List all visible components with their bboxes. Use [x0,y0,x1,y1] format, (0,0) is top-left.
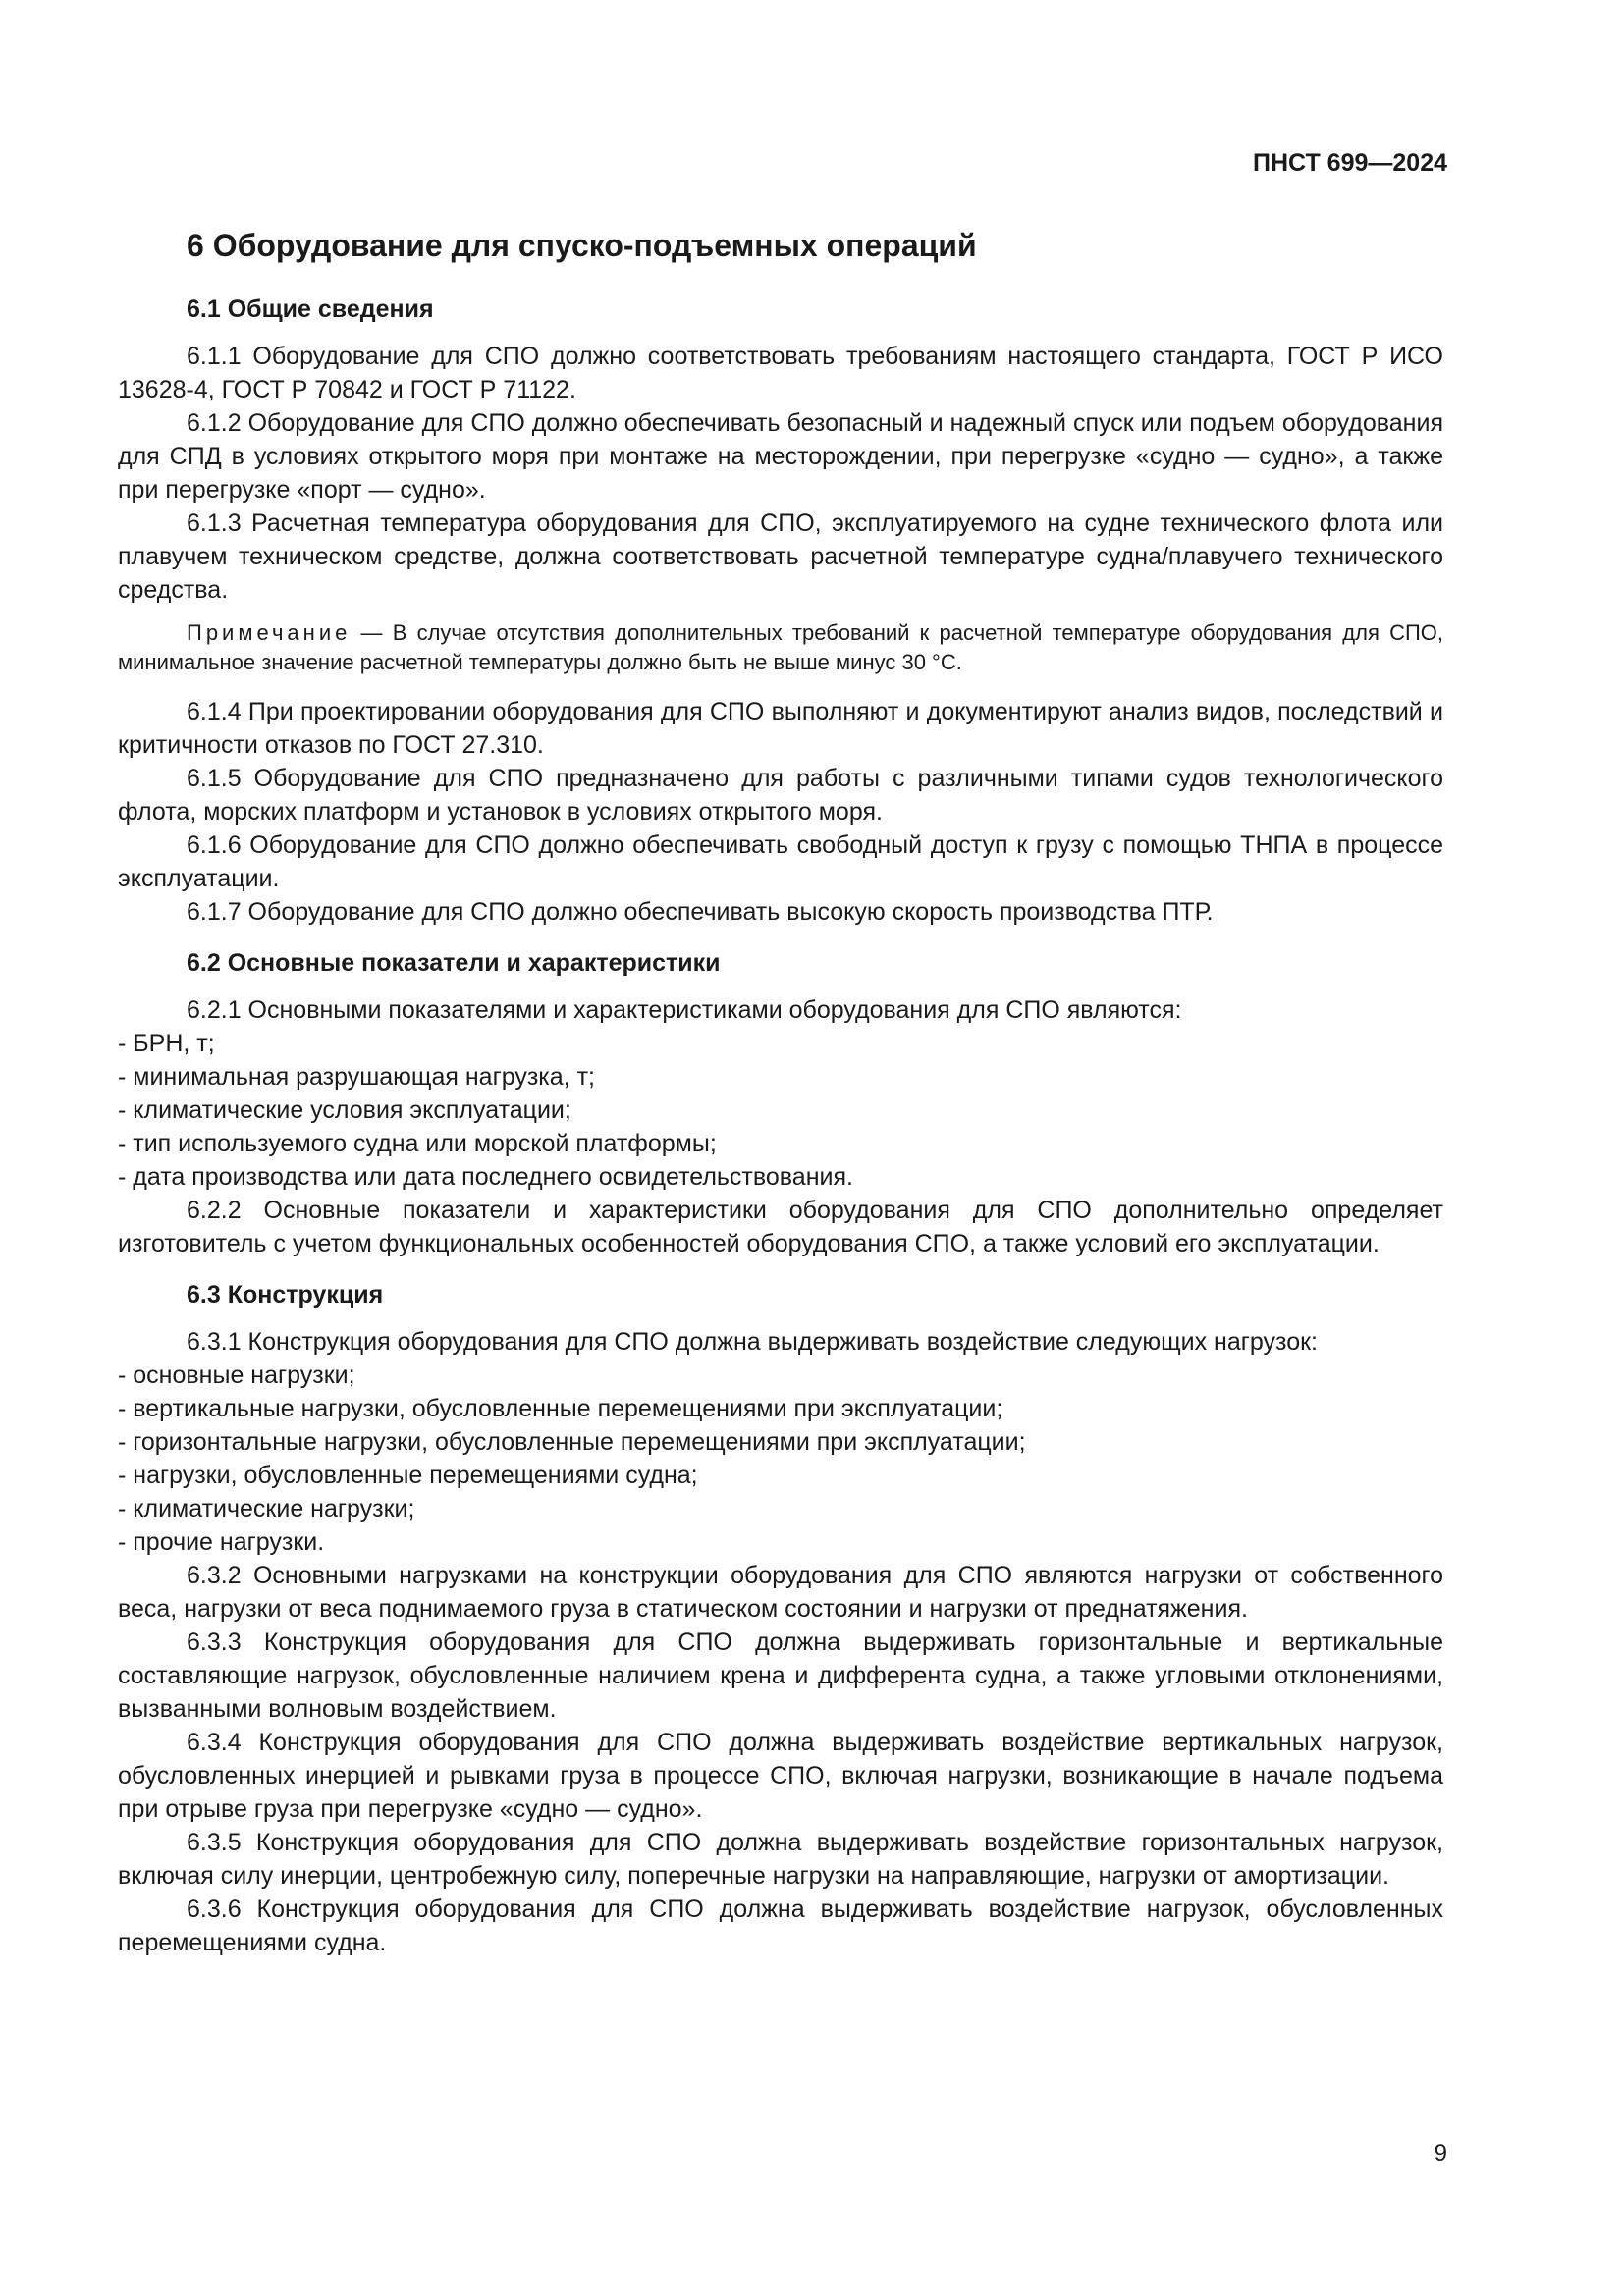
page-content [118,224,1443,1959]
paragraph-6-3-6: 6.3.6 Конструкция оборудования для СПО должна выдерживать воздействие нагрузок, обусловленных перемещениями судна. [118,1896,1443,1956]
list-item: - минимальная разрушающая нагрузка, т; [118,1063,595,1091]
note-text: — В случае отсутствия дополнительных требований к расчетной температуре оборудования для СПО, минимальное значение расчетной температуры должно быть не выше минус 30 °С. [118,620,1443,674]
list-item: - основные нагрузки; [118,1362,355,1389]
paragraph-6-1-3: 6.1.3 Расчетная температура оборудования для СПО, эксплуатируемого на судне технического флота или плавучем техническом средстве, должна соответствовать расчетной температуре судна/плавучего технического средства. [118,509,1443,604]
paragraph-6-1-5: 6.1.5 Оборудование для СПО предназначено для работы с различными типами судов технологического флота, морских платформ и установок в условиях открытого моря. [118,765,1443,826]
note [118,618,1443,677]
paragraph-6-1-1: 6.1.1 Оборудование для СПО должно соответствовать требованиям настоящего стандарта, ГОСТ Р ИСО 13628-4, ГОСТ Р 70842 и ГОСТ Р 71122. [118,343,1443,403]
paragraph-6-3-4: 6.3.4 Конструкция оборудования для СПО должна выдерживать воздействие вертикальных нагрузок, обусловленных инерцией и рывками груза в процессе СПО, включая нагрузки, возникающие в начале подъема при отрыве груза при перегрузке «судно — судно». [118,1729,1443,1823]
list-item: - БРН, т; [118,1030,215,1057]
paragraph-6-2-2: 6.2.2 Основные показатели и характеристики оборудования для СПО дополнительно определяет изготовитель с учетом функциональных особенностей оборудования СПО, а также условий его эксплуатации. [118,1197,1443,1257]
paragraph-6-3-1: 6.3.1 Конструкция оборудования для СПО должна выдерживать воздействие следующих нагрузок: [187,1328,1318,1356]
note-label: Примечание [187,620,352,645]
list-item: - вертикальные нагрузки, обусловленные перемещениями при эксплуатации; [118,1395,1003,1422]
subsection-title-6-2: 6.2 Основные показатели и характеристики [187,949,721,977]
paragraph-6-1-6: 6.1.6 Оборудование для СПО должно обеспечивать свободный доступ к грузу с помощью ТНПА в процессе эксплуатации. [118,831,1443,892]
paragraph-6-3-5: 6.3.5 Конструкция оборудования для СПО должна выдерживать воздействие горизонтальных нагрузок, включая силу инерции, центробежную силу, поперечные нагрузки на направляющие, нагрузки от амортизации. [118,1829,1443,1890]
subsection-title-6-3: 6.3 Конструкция [187,1281,384,1308]
page-number: 9 [1434,2140,1447,2166]
standard-code: ПНСТ 699—2024 [1253,149,1447,177]
list-item: - дата производства или дата последнего освидетельствования. [118,1163,853,1191]
paragraph-6-3-3: 6.3.3 Конструкция оборудования для СПО должна выдерживать горизонтальные и вертикальные составляющие нагрузок, обусловленные наличием крена и дифферента судна, а также угловыми отклонениями, вызванными волновым воздействием. [118,1629,1443,1723]
subsection-title-6-1: 6.1 Общие сведения [187,295,434,323]
list-item: - климатические условия эксплуатации; [118,1096,571,1124]
section-title: 6 Оборудование для спуско-подъемных операций [187,228,977,263]
paragraph-6-1-2: 6.1.2 Оборудование для СПО должно обеспечивать безопасный и надежный спуск или подъем оборудования для СПД в условиях открытого моря при монтаже на месторождении, при перегрузке «судно — судно», а также при перегрузке «порт — судно». [118,409,1443,504]
list-item: - тип используемого судна или морской платформы; [118,1130,717,1157]
paragraph-6-1-4: 6.1.4 При проектировании оборудования для СПО выполняют и документируют анализ видов, последствий и критичности отказов по ГОСТ 27.310. [118,698,1443,759]
list-item: - нагрузки, обусловленные перемещениями судна; [118,1462,698,1489]
list-item: - климатические нагрузки; [118,1495,415,1522]
paragraph-6-2-1: 6.2.1 Основными показателями и характеристиками оборудования для СПО являются: [187,996,1182,1024]
paragraph-6-1-7: 6.1.7 Оборудование для СПО должно обеспечивать высокую скорость производства ПТР. [187,898,1214,926]
paragraph-6-3-2: 6.3.2 Основными нагрузками на конструкции оборудования для СПО являются нагрузки от собственного веса, нагрузки от веса поднимаемого груза в статическом состоянии и нагрузки от преднатяжения. [118,1562,1443,1623]
list-item: - прочие нагрузки. [118,1528,325,1556]
list-item: - горизонтальные нагрузки, обусловленные перемещениями при эксплуатации; [118,1428,1026,1456]
